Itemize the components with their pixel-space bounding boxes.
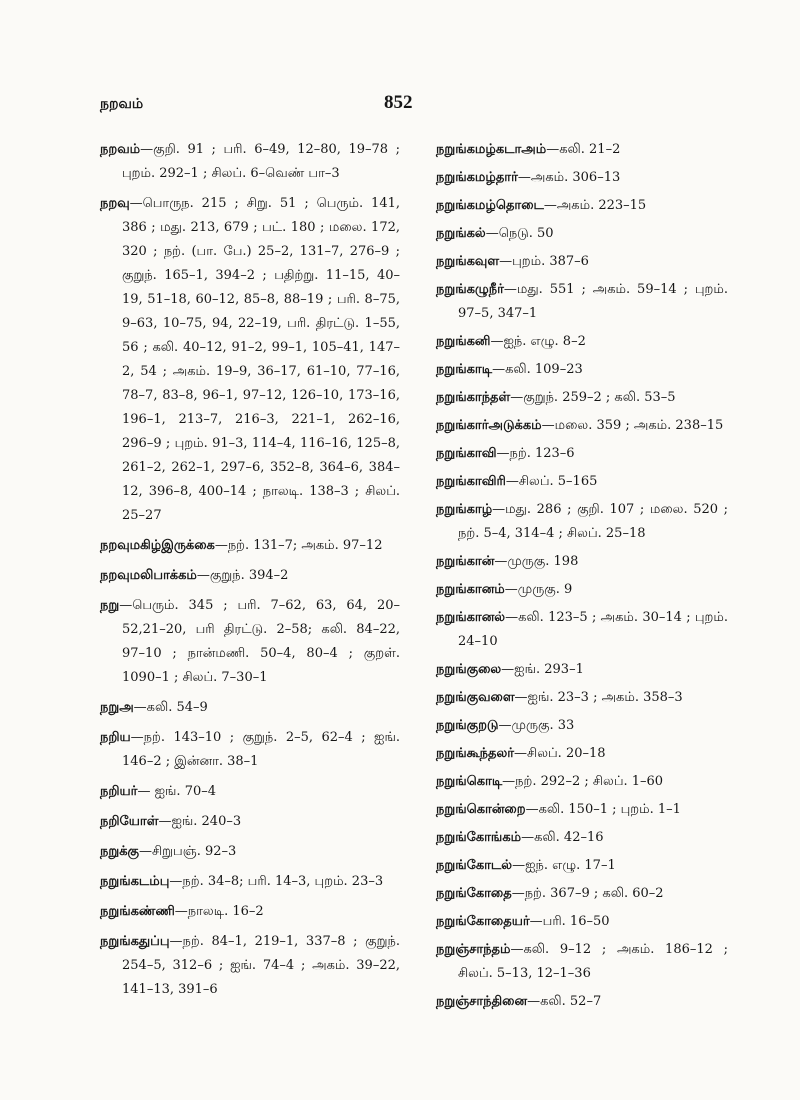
entry-headword: நறுங்குறடு <box>436 718 499 733</box>
entry-references: —கலி. 9–12 ; அகம். 186–12 ; சிலப். 5–13, 12–1–36 <box>458 942 728 981</box>
entry-headword: நறுங்கானம் <box>436 582 505 597</box>
index-entry <box>436 798 728 822</box>
index-entry <box>436 686 728 710</box>
index-entry <box>436 414 728 438</box>
entry-headword: நறுங்கொடி <box>436 774 503 789</box>
index-entry <box>436 250 728 274</box>
entry-references: —பொருந. 215 ; சிறு. 51 ; பெரும். 141, 386 ; மது. 213, 679 ; பட். 180 ; மலை. 172, 320 ; நற். (பா. பே.) 25–2, 131–7, 276–9 ; குறுந். 165–1, 394–2 ; பதிற்று. 11–15, 40–19, 51–18, 60–12, 85–8, 88–19 ; பரி. 8–75, 9–63, 10–75, 94, 22–19, பரி. திரட்டு. 1–55, 56 ; கலி. 40–12, 91–2, 99–1, 105–41, 147–2, 54 ; அகம். 19–9, 36–17, 61–10, 77–16, 78–7, 83–8, 96–1, 97–12, 126–10, 173–16, 196–1, 213–7, 216–3, 221–1, 262–16, 296–9 ; புறம். 91–3, 114–4, 116–16, 125–8, 261–2, 262–1, 297–6, 352–8, 364–6, 384–12, 396–8, 400–14 ; நாலடி. 138–3 ; சிலப். 25–27 <box>122 196 400 523</box>
entry-headword: நறுங்கோடல் <box>436 858 513 873</box>
entry-references: —கலி. 123–5 ; அகம். 30–14 ; புறம். 24–10 <box>458 610 728 649</box>
entry-references: —ஐங். 293–1 <box>501 662 584 677</box>
entry-references: —ஐங். 23–3 ; அகம். 358–3 <box>514 690 683 705</box>
index-entry <box>436 166 728 190</box>
entry-headword: நறுக்கு <box>100 844 139 859</box>
entry-headword: நறுங்கதுப்பு <box>100 934 170 949</box>
entry-references: —கலி. 21–2 <box>546 142 621 157</box>
entry-headword: நறுங்காந்தள் <box>436 390 511 405</box>
index-entry <box>436 470 728 494</box>
entry-references: —நற். 367–9 ; கலி. 60–2 <box>511 886 664 901</box>
entry-headword: நறுங்கான் <box>436 554 495 569</box>
index-entry <box>100 192 400 528</box>
entry-references: —மது. 286 ; குறி. 107 ; மலை. 520 ; நற். 5–4, 314–4 ; சிலப். 25–18 <box>458 502 728 541</box>
index-entry <box>436 138 728 162</box>
entry-references: —ஐந். எழு. 8–2 <box>490 334 586 349</box>
index-entry <box>436 578 728 602</box>
entry-headword: நறியர் <box>100 784 138 799</box>
entry-references: —முருகு. 198 <box>494 554 579 569</box>
index-entry <box>436 826 728 850</box>
index-entry <box>436 854 728 878</box>
entry-references: —அகம். 223–15 <box>543 198 647 213</box>
index-entry <box>100 870 400 894</box>
index-entry <box>100 594 400 690</box>
entry-references: —முருகு. 33 <box>498 718 575 733</box>
entry-headword: நறுங்கழுநீர் <box>436 282 504 297</box>
entry-headword: நறுங்கடம்பு <box>100 874 170 889</box>
running-head: நறவம் <box>100 96 144 112</box>
entry-headword: நறுங்காழ் <box>436 502 493 517</box>
entry-headword: நறுங்கோதை <box>436 886 512 901</box>
entry-references: —குறி. 91 ; பரி. 6–49, 12–80, 19–78 ; புறம். 292–1 ; சிலப். 6–வெண் பா–3 <box>122 142 400 181</box>
index-entry <box>436 550 728 574</box>
entry-headword: நறுஞ்சாந்தினை <box>436 994 528 1009</box>
entry-headword: நறவம் <box>100 142 141 157</box>
entry-headword: நறுங்குலை <box>436 662 502 677</box>
entry-references: —பெரும். 345 ; பரி. 7–62, 63, 64, 20–52,21–20, பரி திரட்டு. 2–58; கலி. 84–22, 97–10 ; நான்மணி. 50–4, 80–4 ; குறள். 1090–1 ; சிலப். 7–30–1 <box>119 598 400 685</box>
entry-headword: நறவுமகிழ்இருக்கை <box>100 538 215 553</box>
entry-headword: நறுங்காவிரி <box>436 474 506 489</box>
index-entry <box>436 770 728 794</box>
entry-headword: நறுஅ <box>100 700 134 715</box>
entry-headword: நறுங்கண்ணி <box>100 904 175 919</box>
index-entry <box>436 442 728 466</box>
entry-references: —ஐங். 240–3 <box>158 814 242 829</box>
entry-headword: நறு <box>100 598 120 613</box>
index-entry <box>436 386 728 410</box>
entry-headword: நறுங்கனி <box>436 334 491 349</box>
entry-references: —நற். 131–7; அகம். 97–12 <box>214 538 383 553</box>
index-entry <box>100 564 400 588</box>
entry-headword: நறுங்கவுள <box>436 254 500 269</box>
entry-headword: நறுங்கோதையர் <box>436 914 530 929</box>
index-entry <box>436 194 728 218</box>
entry-headword: நறுஞ்சாந்தம் <box>436 942 511 957</box>
entry-references: —பரி. 16–50 <box>529 914 610 929</box>
index-entry <box>100 900 400 924</box>
entry-references: —குறுந். 259–2 ; கலி. 53–5 <box>510 390 676 405</box>
entry-references: —குறுந். 394–2 <box>196 568 289 583</box>
entry-references: —சிறுபஞ். 92–3 <box>139 844 237 859</box>
entry-references: —மது. 551 ; அகம். 59–14 ; புறம். 97–5, 347–1 <box>458 282 728 321</box>
entry-references: —கலி. 150–1 ; புறம். 1–1 <box>525 802 681 817</box>
entry-headword: நறவுமலிபாக்கம் <box>100 568 197 583</box>
entry-headword: நறுங்கானல் <box>436 610 506 625</box>
index-entry <box>436 938 728 986</box>
entry-references: —நற். 84–1, 219–1, 337–8 ; குறுந். 254–5, 312–6 ; ஐங். 74–4 ; அகம். 39–22, 141–13, 391–6 <box>122 934 400 997</box>
index-entry <box>436 606 728 654</box>
index-entry <box>436 910 728 934</box>
entry-headword: நறியோள் <box>100 814 159 829</box>
entry-references: —சிலப். 20–18 <box>514 746 606 761</box>
entry-headword: நறுங்கமழ்தொடை <box>436 198 544 213</box>
entry-headword: நறுங்கார்அடுக்கம் <box>436 418 542 433</box>
index-entry <box>100 810 400 834</box>
entry-references: —நெடு. 50 <box>485 226 554 241</box>
page-number: 852 <box>384 92 413 113</box>
entry-headword: நறுங்கூந்தலர் <box>436 746 515 761</box>
entry-references: — ஐங். 70–4 <box>137 784 217 799</box>
entry-references: —முருகு. 9 <box>504 582 573 597</box>
entry-headword: நறுங்குவளை <box>436 690 515 705</box>
entry-references: —அகம். 306–13 <box>517 170 621 185</box>
index-entry <box>436 498 728 546</box>
index-entry <box>436 658 728 682</box>
index-entry <box>100 534 400 558</box>
index-entry <box>100 696 400 720</box>
index-entry <box>436 714 728 738</box>
index-entry <box>100 780 400 804</box>
left-column <box>100 138 400 1008</box>
entry-references: —கலி. 109–23 <box>492 362 583 377</box>
entry-headword: நறவு <box>100 196 130 211</box>
entry-references: —புறம். 387–6 <box>499 254 589 269</box>
index-entry <box>436 358 728 382</box>
entry-headword: நறுங்காடி <box>436 362 493 377</box>
entry-references: —கலி. 52–7 <box>527 994 602 1009</box>
index-entry <box>436 990 728 1014</box>
entry-references: —நற். 292–2 ; சிலப். 1–60 <box>502 774 664 789</box>
entry-headword: நறுங்கொன்றை <box>436 802 526 817</box>
index-entry <box>100 726 400 774</box>
entry-references: —நற். 34–8; பரி. 14–3, புறம். 23–3 <box>169 874 384 889</box>
entry-references: —நற். 123–6 <box>496 446 575 461</box>
entry-references: —கலி. 54–9 <box>133 700 208 715</box>
right-column <box>436 138 728 1018</box>
entry-references: —கலி. 42–16 <box>521 830 604 845</box>
index-entry <box>436 278 728 326</box>
entry-headword: நறுங்கமழ்கடாஅம் <box>436 142 547 157</box>
entry-references: —ஐந். எழு. 17–1 <box>512 858 616 873</box>
index-entry <box>436 222 728 246</box>
entry-headword: நறுங்கமழ்தார் <box>436 170 518 185</box>
entry-references: —நாலடி. 16–2 <box>174 904 264 919</box>
entry-headword: நறிய <box>100 730 131 745</box>
entry-references: —சிலப். 5–165 <box>505 474 598 489</box>
index-entry <box>100 840 400 864</box>
entry-headword: நறுங்கோங்கம் <box>436 830 522 845</box>
entry-headword: நறுங்காவி <box>436 446 497 461</box>
index-entry <box>436 742 728 766</box>
index-entry <box>436 882 728 906</box>
entry-references: —மலை. 359 ; அகம். 238–15 <box>541 418 724 433</box>
entry-headword: நறுங்கல் <box>436 226 486 241</box>
index-entry <box>100 138 400 186</box>
entry-references: —நற். 143–10 ; குறுந். 2–5, 62–4 ; ஐங். 146–2 ; இன்னா. 38–1 <box>122 730 400 769</box>
index-entry <box>436 330 728 354</box>
index-entry <box>100 930 400 1002</box>
